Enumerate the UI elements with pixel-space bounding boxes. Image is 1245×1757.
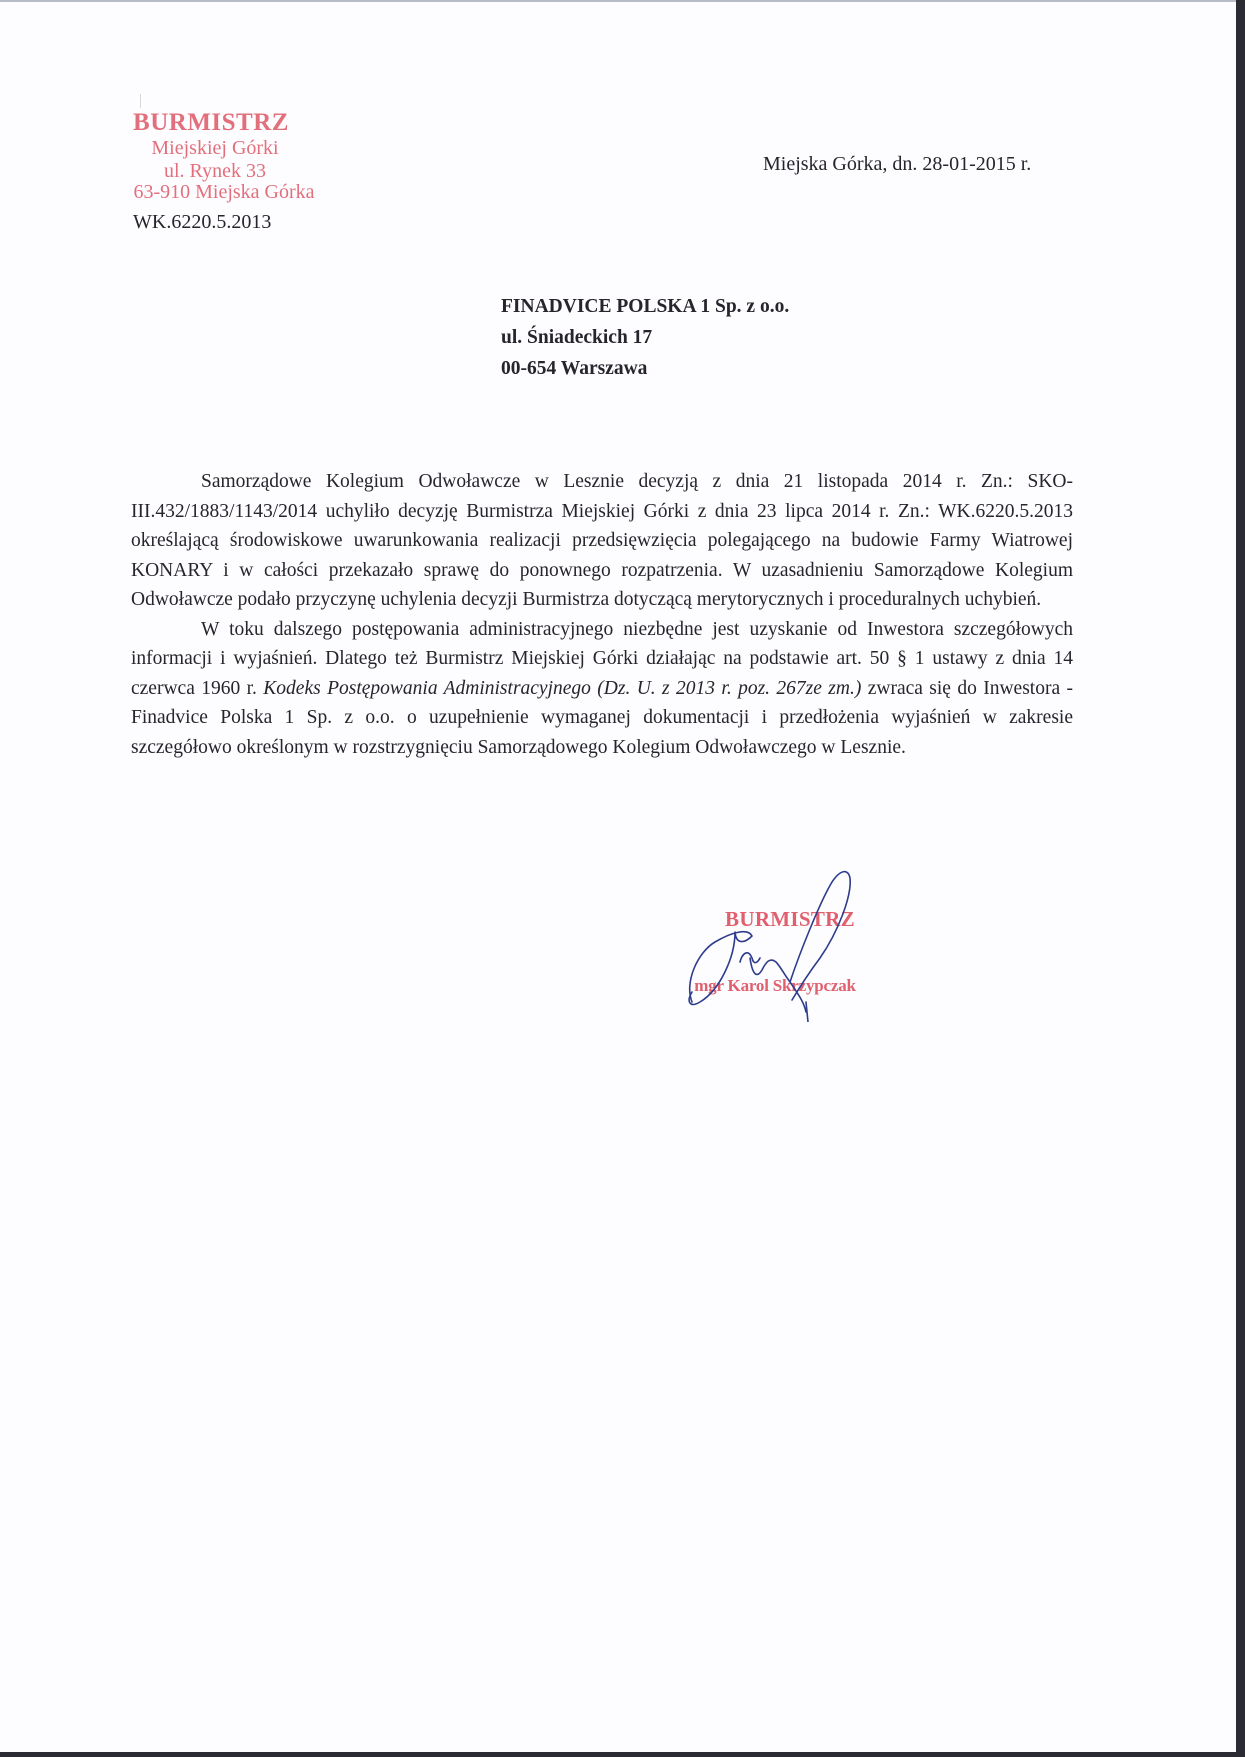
case-reference-number: WK.6220.5.2013	[133, 211, 272, 233]
paragraph-2-text-end: zwraca się do Inwestora - Finadvice Polska 1 Sp. z o.o. o uzupełnienie wymaganej dokumentacji i przedłożenia wyjaśnień w zakresie szczegółowo określonym w rozstrzygnięciu Samorządowego Kolegium Odwoławczego w Lesznie.	[131, 677, 1073, 758]
addressee-city: 00-654 Warszawa	[501, 358, 648, 379]
mayor-office-stamp	[100, 110, 330, 202]
addressee-block	[501, 291, 789, 384]
scan-border-right	[1236, 0, 1245, 1757]
stamp-line-city: 63-910 Miejska Górka	[133, 181, 315, 203]
stamp-title: BURMISTRZ	[133, 109, 289, 136]
legal-citation: Kodeks Postępowania Administracyjnego (Dz. U. z 2013 r. poz. 267ze zm.)	[263, 677, 862, 699]
scan-border-bottom	[0, 1752, 1245, 1757]
letter-body	[131, 467, 1073, 762]
signature-stroke	[689, 872, 850, 1022]
body-paragraph-1: Samorządowe Kolegium Odwoławcze w Lesznie decyzją z dnia 21 listopada 2014 r. Zn.: SKO-III.432/1883/1143/2014 uchyliło decyzję Burmistrza Miejskiej Górki z dnia 23 lipca 2014 r. Zn.: WK.6220.5.2013 określającą środowiskowe uwarunkowania realizacji przedsięwzięcia polegającego na budowie Farmy Wiatrowej KONARY i w całości przekazało sprawę do ponownego rozpatrzenia. W uzasadnieniu Samorządowe Kolegium Odwoławcze podało przyczynę uchylenia decyzji Burmistrza dotyczącą merytorycznych i proceduralnych uchybień.	[131, 471, 1073, 610]
handwritten-signature-icon	[680, 862, 900, 1022]
stamp-line-office: Miejskiej Górki	[151, 137, 279, 159]
stamp-line-street: ul. Rynek 33	[164, 160, 266, 182]
signatory-name: mgr Karol Skrzypczak	[694, 976, 856, 995]
signature-stamp-title: BURMISTRZ	[725, 907, 855, 931]
addressee-name: FINADVICE POLSKA 1 Sp. z o.o.	[501, 296, 790, 317]
place-and-date: Miejska Górka, dn. 28-01-2015 r.	[763, 153, 1032, 175]
addressee-street: ul. Śniadeckich 17	[501, 327, 653, 348]
scan-artifact	[140, 94, 141, 108]
paragraph-2-text-start: W toku dalszego postępowania administracyjnego niezbędne jest uzyskanie od Inwestora szczegółowych informacji i wyjaśnień. Dlatego też Burmistrz Miejskiej Górki działając na podstawie art. 50 § 1 ustawy z dnia 14 czerwca 1960 r.	[131, 618, 1073, 699]
body-paragraph-2	[131, 615, 1073, 763]
